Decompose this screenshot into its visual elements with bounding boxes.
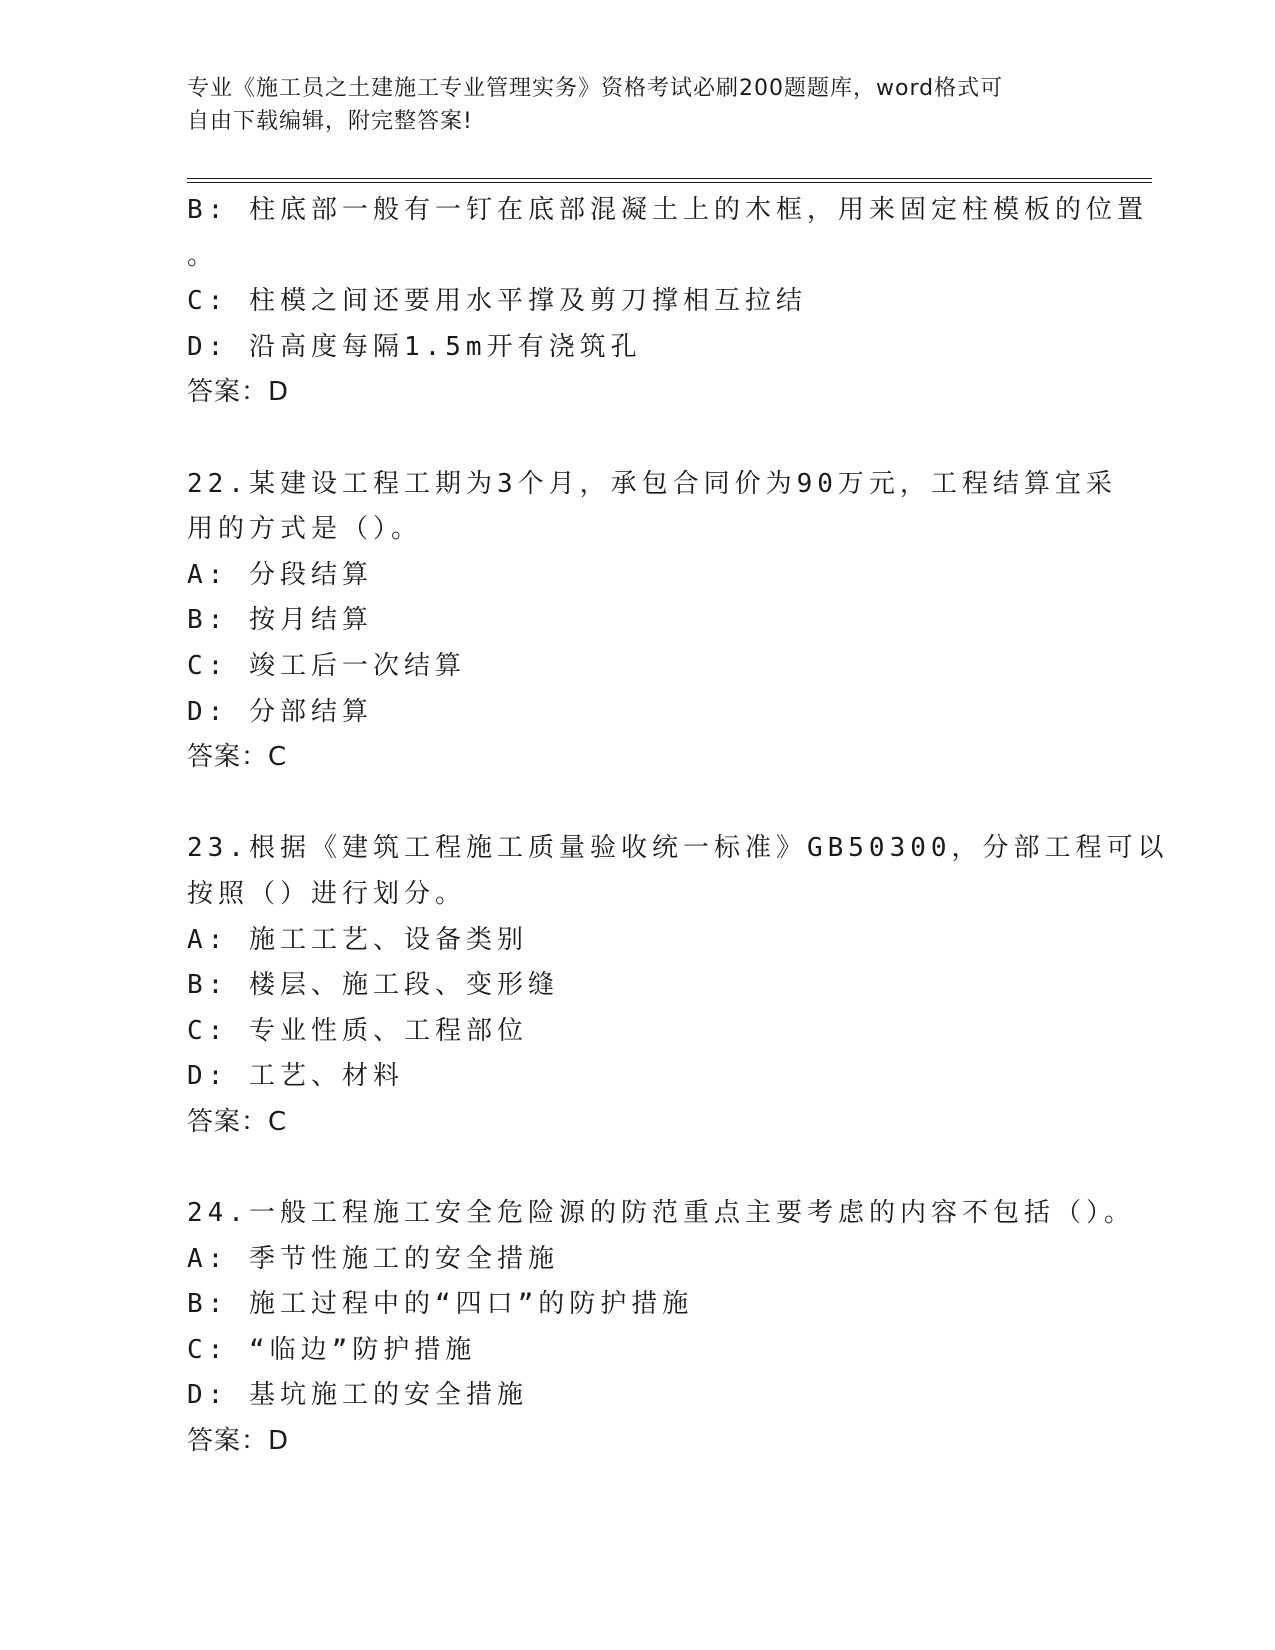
document-header	[187, 72, 1087, 138]
question-stem-line-2: 按照（）进行划分。	[187, 878, 467, 909]
option-a: A: 季节性施工的安全措施	[187, 1243, 559, 1274]
header-divider-top	[187, 178, 1152, 179]
answer: 答案：D	[187, 377, 290, 408]
question-21-continuation	[187, 188, 1148, 416]
header-title-line-1: 专业《施工员之土建施工专业管理实务》资格考试必刷200题题库，word格式可	[187, 76, 1004, 101]
option-b: B: 楼层、施工段、变形缝	[187, 970, 559, 1001]
option-c: C: 竣工后一次结算	[187, 650, 466, 681]
option-c: C: 柱模之间还要用水平撑及剪刀撑相互拉结	[187, 286, 807, 317]
spacer	[187, 1145, 1107, 1191]
answer: 答案：C	[187, 742, 288, 773]
option-d: D: 工艺、材料	[187, 1061, 404, 1092]
header-divider-bottom	[187, 182, 1152, 183]
option-b: B: 施工过程中的“四口”的防护措施	[187, 1289, 694, 1320]
option-b: B: 按月结算	[187, 605, 373, 636]
option-c: C: “临边”防护措施	[187, 1334, 477, 1365]
question-22	[187, 462, 1117, 781]
header-title-line-2: 自由下载编辑，附完整答案!	[187, 109, 473, 134]
spacer	[187, 416, 1107, 462]
option-c: C: 专业性质、工程部位	[187, 1015, 528, 1046]
question-stem-line-1: 23.根据《建筑工程施工质量验收统一标准》GB50300，分部工程可以	[187, 833, 1169, 864]
option-d: D: 分部结算	[187, 696, 373, 727]
option-d: D: 沿高度每隔1.5m开有浇筑孔	[187, 331, 642, 362]
option-b-line-1: B: 柱底部一般有一钉在底部混凝土上的木框，用来固定柱模板的位置	[187, 195, 1148, 225]
question-stem-line-1: 24.一般工程施工安全危险源的防范重点主要考虑的内容不包括（）。	[187, 1198, 1135, 1229]
question-stem-line-2: 用的方式是（）。	[187, 514, 423, 545]
spacer	[187, 781, 1107, 827]
option-b-line-2: 。	[187, 240, 219, 271]
option-a: A: 施工工艺、设备类别	[187, 924, 528, 955]
option-d: D: 基坑施工的安全措施	[187, 1380, 528, 1411]
question-stem-line-1: 22.某建设工程工期为3个月，承包合同价为90万元，工程结算宜采	[187, 468, 1117, 499]
answer: 答案：C	[187, 1106, 288, 1137]
question-24	[187, 1191, 1135, 1465]
question-list	[187, 188, 1169, 1465]
answer: 答案：D	[187, 1426, 290, 1457]
option-a: A: 分段结算	[187, 559, 373, 590]
question-23	[187, 826, 1169, 1145]
